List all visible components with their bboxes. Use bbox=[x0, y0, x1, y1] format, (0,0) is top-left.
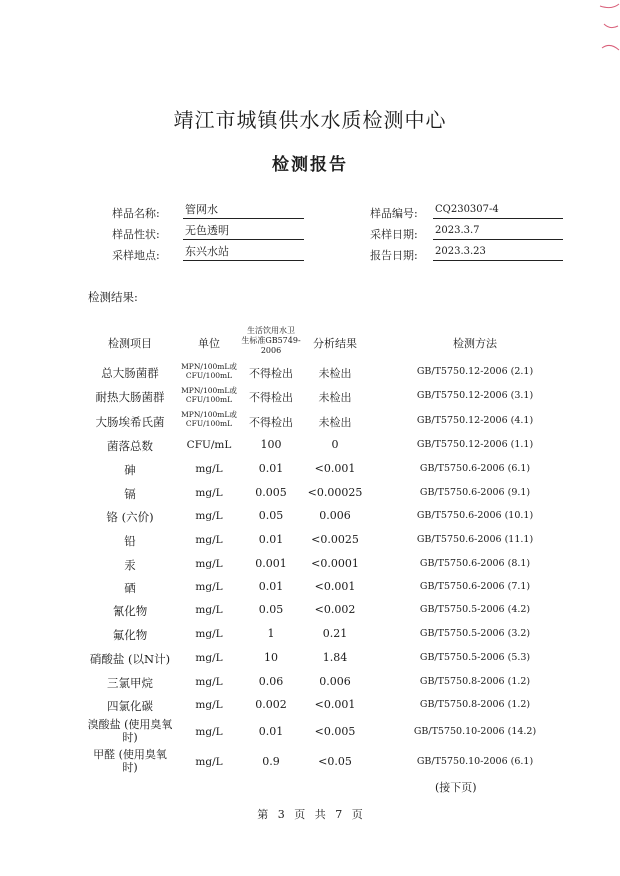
row-method: GB/T5750.8-2006 (1.2) bbox=[419, 699, 531, 710]
row-result: <0.0001 bbox=[311, 557, 359, 570]
header-standard bbox=[238, 326, 304, 356]
row-method: GB/T5750.10-2006 (14.2) bbox=[413, 726, 537, 737]
row-unit: mg/L bbox=[195, 510, 223, 522]
row-limit: 0.06 bbox=[258, 675, 284, 688]
row-unit bbox=[178, 386, 240, 404]
row-item: 大肠埃希氏菌 bbox=[95, 415, 165, 429]
row-unit: mg/L bbox=[195, 676, 223, 688]
row-method: GB/T5750.12-2006 (4.1) bbox=[416, 415, 534, 426]
row-unit-line2: CFU/100mL bbox=[185, 419, 233, 428]
row-method: GB/T5750.6-2006 (7.1) bbox=[419, 581, 531, 592]
row-item bbox=[84, 718, 176, 744]
row-method: GB/T5750.12-2006 (1.1) bbox=[416, 439, 534, 450]
row-item: 总大肠菌群 bbox=[101, 366, 159, 380]
sample-property-label: 样品性状: bbox=[112, 228, 160, 241]
row-item: 氟化物 bbox=[112, 628, 148, 642]
sampling-location-label: 采样地点: bbox=[112, 249, 160, 262]
page-unit: 页 bbox=[294, 808, 306, 821]
row-item bbox=[84, 748, 176, 774]
row-unit: mg/L bbox=[195, 581, 223, 593]
page-prefix: 第 bbox=[257, 808, 269, 821]
row-method: GB/T5750.8-2006 (1.2) bbox=[419, 676, 531, 687]
row-result: 0.006 bbox=[319, 675, 351, 688]
row-method: GB/T5750.12-2006 (3.1) bbox=[416, 390, 534, 401]
row-item: 硝酸盐 (以N计) bbox=[89, 652, 171, 666]
row-limit: 0.01 bbox=[258, 725, 284, 738]
row-method: GB/T5750.12-2006 (2.1) bbox=[416, 366, 534, 377]
row-unit: mg/L bbox=[195, 534, 223, 546]
row-result: <0.05 bbox=[318, 755, 352, 768]
row-result: <0.002 bbox=[314, 603, 356, 616]
row-method: GB/T5750.5-2006 (5.3) bbox=[419, 652, 531, 663]
row-unit: CFU/mL bbox=[186, 439, 232, 451]
row-limit: 不得检出 bbox=[249, 416, 293, 429]
row-unit bbox=[178, 410, 240, 428]
results-label: 检测结果: bbox=[88, 290, 138, 304]
row-result: <0.001 bbox=[314, 462, 356, 475]
sample-name-value: 管网水 bbox=[183, 203, 304, 219]
row-method: GB/T5750.6-2006 (10.1) bbox=[416, 510, 534, 521]
report-date-label: 报告日期: bbox=[370, 249, 418, 262]
row-unit: mg/L bbox=[195, 699, 223, 711]
sampling-location-value: 东兴水站 bbox=[183, 245, 304, 261]
row-method: GB/T5750.6-2006 (11.1) bbox=[416, 534, 534, 545]
row-item-line2: 时) bbox=[122, 731, 138, 744]
header-standard-line3: 2006 bbox=[260, 346, 282, 355]
report-title: 检测报告 bbox=[272, 155, 348, 175]
row-limit: 10 bbox=[264, 651, 278, 664]
page-footer bbox=[0, 806, 620, 822]
row-item: 氰化物 bbox=[112, 604, 148, 618]
row-result: 未检出 bbox=[318, 367, 352, 380]
row-method: GB/T5750.5-2006 (4.2) bbox=[419, 604, 531, 615]
row-item: 三氯甲烷 bbox=[107, 676, 153, 690]
total-unit: 页 bbox=[351, 808, 363, 821]
header-result: 分析结果 bbox=[313, 337, 357, 350]
row-unit: mg/L bbox=[195, 487, 223, 499]
row-method: GB/T5750.6-2006 (6.1) bbox=[419, 463, 531, 474]
row-result: 0 bbox=[331, 438, 339, 451]
row-result: <0.005 bbox=[314, 725, 356, 738]
header-method: 检测方法 bbox=[453, 337, 497, 350]
row-method: GB/T5750.6-2006 (9.1) bbox=[419, 487, 531, 498]
row-item: 硒 bbox=[124, 581, 136, 595]
row-result: 0.21 bbox=[322, 627, 348, 640]
row-unit-line1: MPN/100mL或 bbox=[181, 362, 237, 371]
row-item: 镉 bbox=[124, 487, 136, 501]
row-limit: 0.9 bbox=[262, 755, 280, 768]
row-unit: mg/L bbox=[195, 652, 223, 664]
row-limit: 0.05 bbox=[258, 603, 284, 616]
row-result: 未检出 bbox=[318, 416, 352, 429]
header-item: 检测项目 bbox=[108, 337, 152, 350]
row-unit: mg/L bbox=[195, 756, 223, 768]
row-unit: mg/L bbox=[195, 726, 223, 738]
seal-edge-mark bbox=[598, 0, 620, 60]
organization-title: 靖江市城镇供水水质检测中心 bbox=[173, 108, 447, 132]
row-unit: mg/L bbox=[195, 604, 223, 616]
row-limit: 100 bbox=[260, 438, 282, 451]
row-item: 菌落总数 bbox=[107, 439, 153, 453]
row-limit: 0.002 bbox=[255, 698, 287, 711]
header-standard-line2: 生标准GB5749- bbox=[241, 336, 301, 345]
row-item-line2: 时) bbox=[122, 761, 138, 774]
row-item-line1: 溴酸盐 (使用臭氧 bbox=[87, 718, 173, 731]
row-result: <0.0025 bbox=[311, 533, 359, 546]
row-limit: 0.01 bbox=[258, 533, 284, 546]
sample-name-label: 样品名称: bbox=[112, 207, 160, 220]
row-result: <0.00025 bbox=[307, 486, 363, 499]
row-unit bbox=[178, 362, 240, 380]
row-unit-line2: CFU/100mL bbox=[185, 371, 233, 380]
row-item: 砷 bbox=[124, 463, 136, 477]
row-method: GB/T5750.6-2006 (8.1) bbox=[419, 558, 531, 569]
row-limit: 0.005 bbox=[255, 486, 287, 499]
continued-note: (接下页) bbox=[435, 781, 477, 794]
row-unit-line1: MPN/100mL或 bbox=[181, 386, 237, 395]
total-prefix: 共 bbox=[314, 808, 326, 821]
row-unit-line1: MPN/100mL或 bbox=[181, 410, 237, 419]
row-item: 铅 bbox=[124, 534, 136, 548]
row-limit: 0.05 bbox=[258, 509, 284, 522]
sample-id-label: 样品编号: bbox=[370, 207, 418, 220]
sample-property-value: 无色透明 bbox=[183, 224, 304, 240]
row-limit: 0.001 bbox=[255, 557, 287, 570]
row-item: 耐热大肠菌群 bbox=[95, 390, 165, 404]
header-unit: 单位 bbox=[198, 337, 220, 350]
sample-id-value: CQ230307-4 bbox=[433, 203, 563, 219]
report-date-value: 2023.3.23 bbox=[433, 245, 563, 261]
sampling-date-label: 采样日期: bbox=[370, 228, 418, 241]
row-result: 1.84 bbox=[322, 651, 348, 664]
total-pages: 7 bbox=[335, 808, 343, 821]
row-unit: mg/L bbox=[195, 628, 223, 640]
row-limit: 不得检出 bbox=[249, 391, 293, 404]
row-item: 四氯化碳 bbox=[107, 699, 153, 713]
row-result: <0.001 bbox=[314, 580, 356, 593]
row-item: 汞 bbox=[124, 558, 136, 572]
row-limit: 1 bbox=[267, 627, 275, 640]
header-standard-line1: 生活饮用水卫 bbox=[247, 326, 295, 335]
row-method: GB/T5750.5-2006 (3.2) bbox=[419, 628, 531, 639]
row-method: GB/T5750.10-2006 (6.1) bbox=[416, 756, 534, 767]
row-result: 0.006 bbox=[319, 509, 351, 522]
row-result: 未检出 bbox=[318, 391, 352, 404]
row-unit: mg/L bbox=[195, 463, 223, 475]
row-limit: 0.01 bbox=[258, 580, 284, 593]
row-limit: 不得检出 bbox=[249, 367, 293, 380]
row-unit-line2: CFU/100mL bbox=[185, 395, 233, 404]
row-item-line1: 甲醛 (使用臭氧 bbox=[93, 748, 167, 761]
row-limit: 0.01 bbox=[258, 462, 284, 475]
page-number: 3 bbox=[277, 808, 285, 821]
sampling-date-value: 2023.3.7 bbox=[433, 224, 563, 240]
row-item: 铬 (六价) bbox=[106, 510, 154, 524]
row-result: <0.001 bbox=[314, 698, 356, 711]
row-unit: mg/L bbox=[195, 558, 223, 570]
